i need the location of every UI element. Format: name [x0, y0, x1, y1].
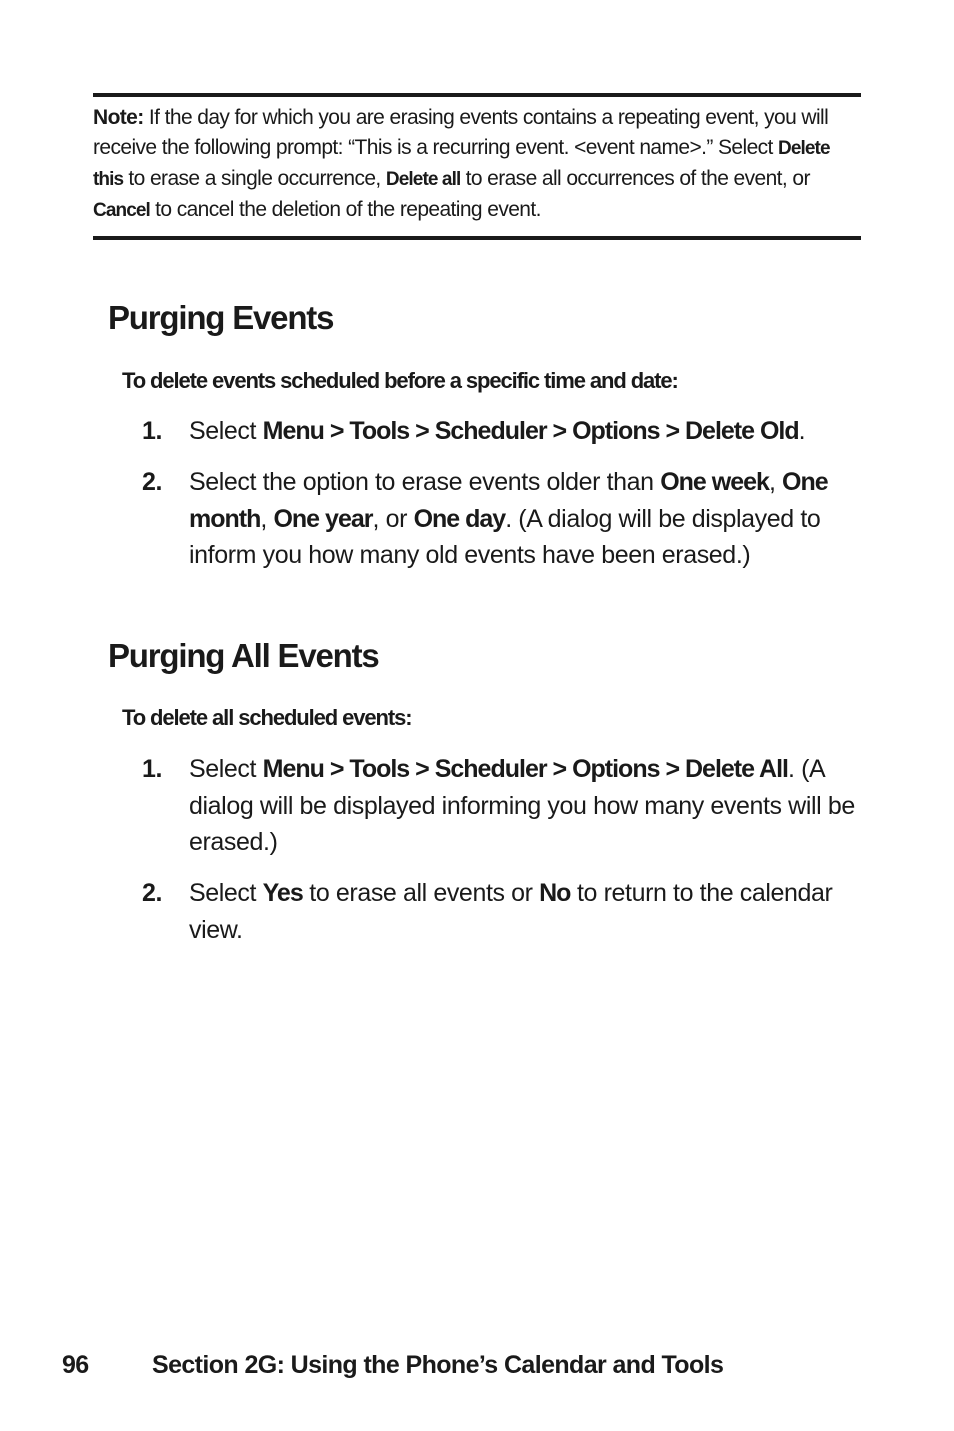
step-text: Select Menu > Tools > Scheduler > Options > Delete Old. — [189, 417, 806, 445]
note-text: to cancel the deletion of the repeating event. — [149, 198, 541, 221]
purging-events-step-1 — [142, 413, 862, 450]
note-text: If the day for which you are erasing events contains a repeating event, you will receive the following prompt: “This is a recurring event. <event name>.” Select — [93, 106, 829, 159]
note-text: to erase all occurrences of the event, or — [460, 167, 810, 190]
note-text: to erase a single occurrence, — [123, 167, 386, 190]
option-one-week: One week — [660, 468, 769, 496]
purging-all-events-heading: Purging All Events — [108, 637, 379, 674]
step-text: Select the option to erase events older than One week, One month, One year, or One day. (A dialog will be displayed to inform you how many old events have been erased.) — [189, 468, 828, 569]
delete-all-option: Delete all — [385, 169, 461, 190]
page-footer — [62, 1348, 724, 1382]
menu-path: Menu > Tools > Scheduler > Options > Delete All — [262, 755, 788, 783]
option-no: No — [539, 879, 571, 907]
step-number: 2. — [142, 879, 163, 907]
purging-events-heading: Purging Events — [108, 299, 334, 336]
menu-path: Menu > Tools > Scheduler > Options > Delete Old — [262, 417, 799, 445]
page-number: 96 — [62, 1351, 89, 1379]
note-label: Note: — [93, 106, 144, 129]
section-title: Section 2G: Using the Phone’s Calendar and Tools — [152, 1351, 724, 1379]
option-yes: Yes — [262, 879, 303, 907]
step-number: 1. — [142, 755, 163, 783]
purging-events-step-2 — [142, 464, 862, 574]
purging-all-events-lead: To delete all scheduled events: — [122, 705, 412, 730]
delete-this-option: Delete this — [93, 138, 830, 190]
step-text: Select Yes to erase all events or No to return to the calendar view. — [189, 879, 833, 944]
cancel-option: Cancel — [93, 200, 150, 221]
purging-events-lead: To delete events scheduled before a specific time and date: — [122, 368, 678, 393]
purging-all-step-1 — [142, 751, 862, 861]
option-one-year: One year — [273, 504, 373, 533]
purging-all-step-2 — [142, 875, 862, 948]
step-number: 2. — [142, 468, 163, 496]
step-text: Select Menu > Tools > Scheduler > Options > Delete All. (A dialog will be displayed informing you how many events will be erased.) — [189, 755, 855, 856]
option-one-month: One month — [189, 468, 828, 533]
step-number: 1. — [142, 417, 163, 445]
option-one-day: One day — [413, 504, 506, 533]
note-box — [93, 93, 861, 240]
